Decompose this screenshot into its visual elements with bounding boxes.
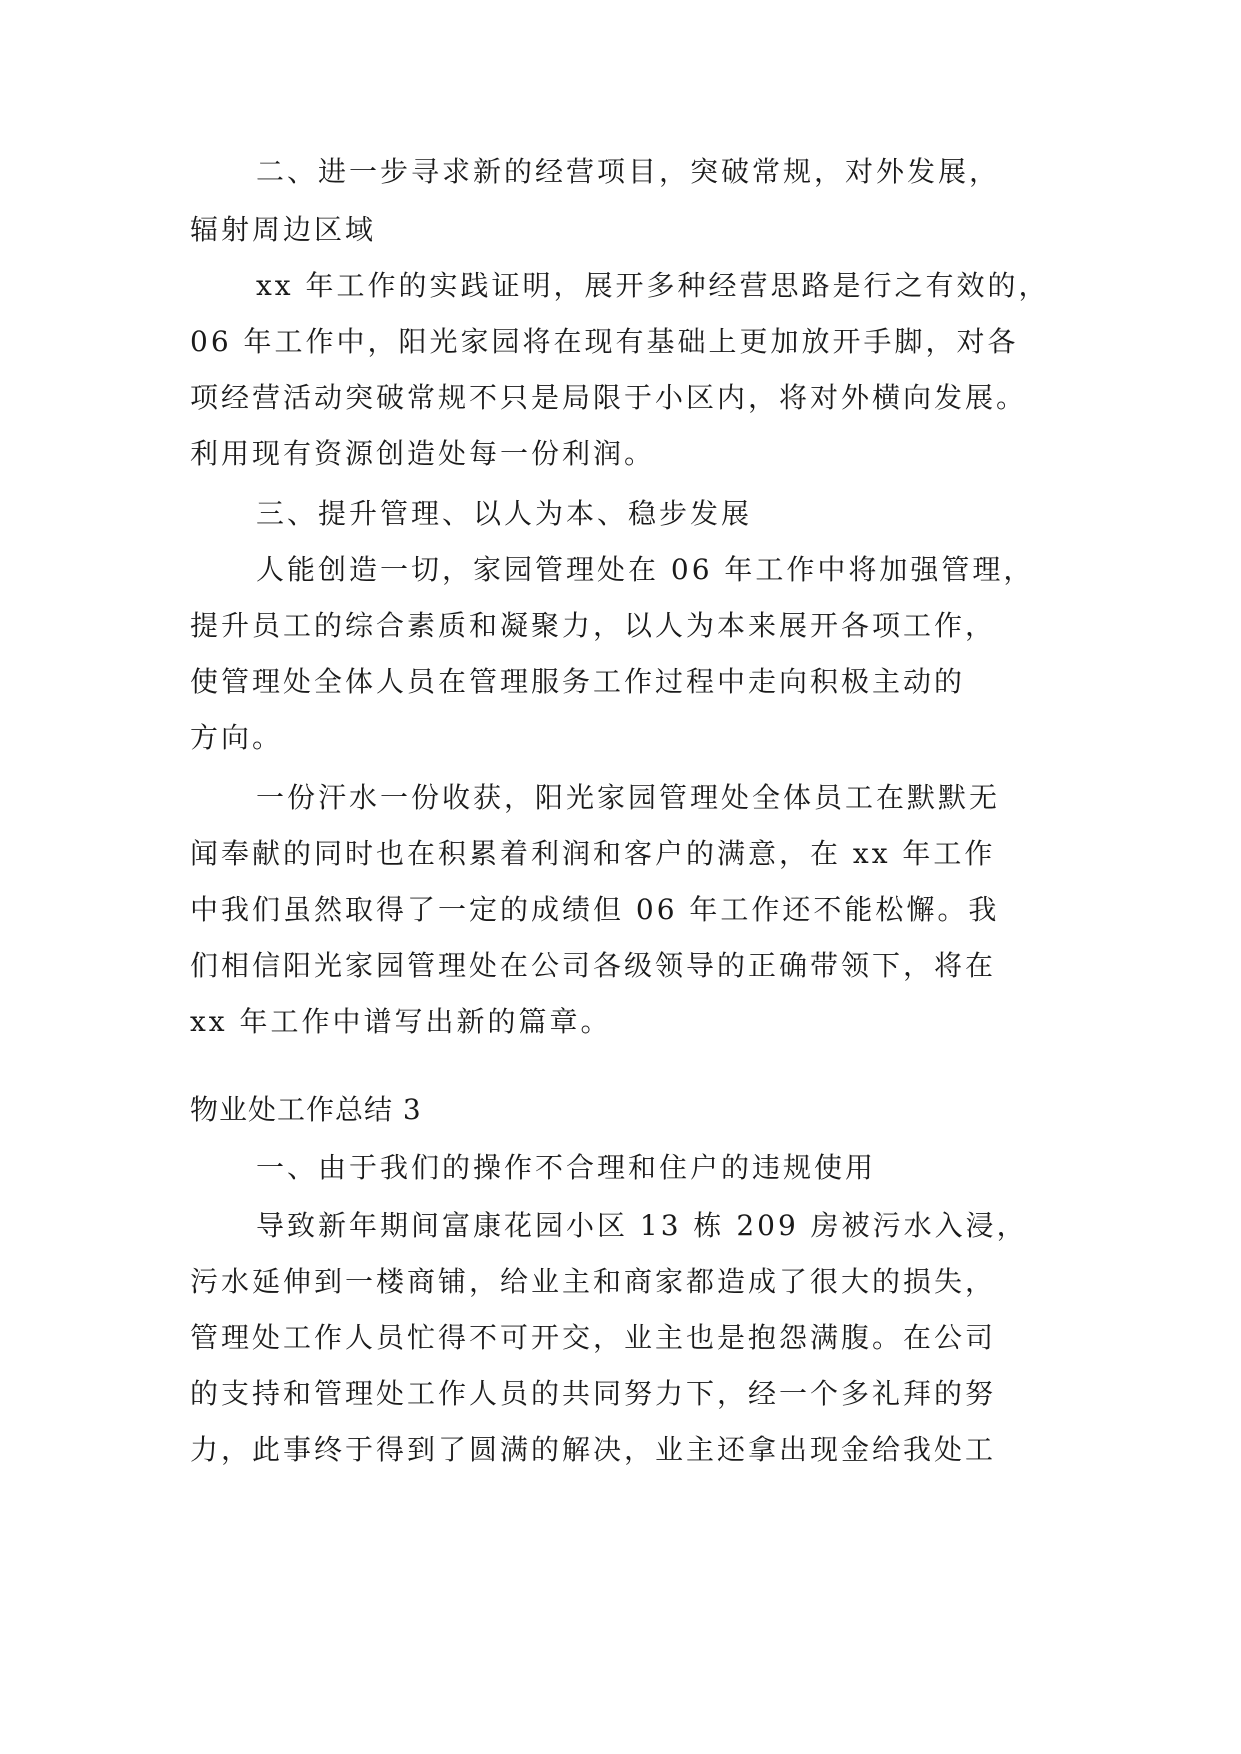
paragraph-line: 06 年工作中，阳光家园将在现有基础上更加放开手脚，对各	[190, 325, 1019, 358]
paragraph-line: xx 年工作的实践证明，展开多种经营思路是行之有效的，	[256, 269, 1050, 302]
paragraph-line: 力，此事终于得到了圆满的解决，业主还拿出现金给我处工	[190, 1433, 997, 1466]
paragraph-line: xx 年工作中谱写出新的篇章。	[190, 1005, 612, 1038]
section-two-heading-cont: 辐射周边区域	[190, 213, 377, 246]
paragraph-line: 方向。	[190, 721, 284, 754]
section-one-heading: 一、由于我们的操作不合理和住户的违规使用	[256, 1151, 877, 1184]
paragraph-line: 们相信阳光家园管理处在公司各级领导的正确带领下，将在	[190, 949, 997, 982]
paragraph-line: 使管理处全体人员在管理服务工作过程中走向积极主动的	[190, 665, 966, 698]
paragraph-line: 导致新年期间富康花园小区 13 栋 209 房被污水入浸，	[256, 1209, 1028, 1242]
paragraph-line: 管理处工作人员忙得不可开交，业主也是抱怨满腹。在公司	[190, 1321, 997, 1354]
paragraph-line: 污水延伸到一楼商铺，给业主和商家都造成了很大的损失，	[190, 1265, 997, 1298]
section-three-heading: 三、提升管理、以人为本、稳步发展	[256, 497, 753, 530]
paragraph-line: 中我们虽然取得了一定的成绩但 06 年工作还不能松懈。我	[190, 893, 1000, 926]
summary-title: 物业处工作总结 3	[190, 1093, 422, 1126]
section-two-heading: 二、进一步寻求新的经营项目，突破常规，对外发展，	[256, 155, 1001, 188]
paragraph-line: 一份汗水一份收获，阳光家园管理处全体员工在默默无	[256, 781, 1001, 814]
paragraph-line: 提升员工的综合素质和凝聚力，以人为本来展开各项工作，	[190, 609, 997, 642]
paragraph-line: 的支持和管理处工作人员的共同努力下，经一个多礼拜的努	[190, 1377, 997, 1410]
paragraph-line: 人能创造一切，家园管理处在 06 年工作中将加强管理，	[256, 553, 1035, 586]
paragraph-line: 利用现有资源创造处每一份利润。	[190, 437, 656, 470]
paragraph-line: 闻奉献的同时也在积累着利润和客户的满意，在 xx 年工作	[190, 837, 996, 870]
paragraph-line: 项经营活动突破常规不只是局限于小区内，将对外横向发展。	[190, 381, 1028, 414]
